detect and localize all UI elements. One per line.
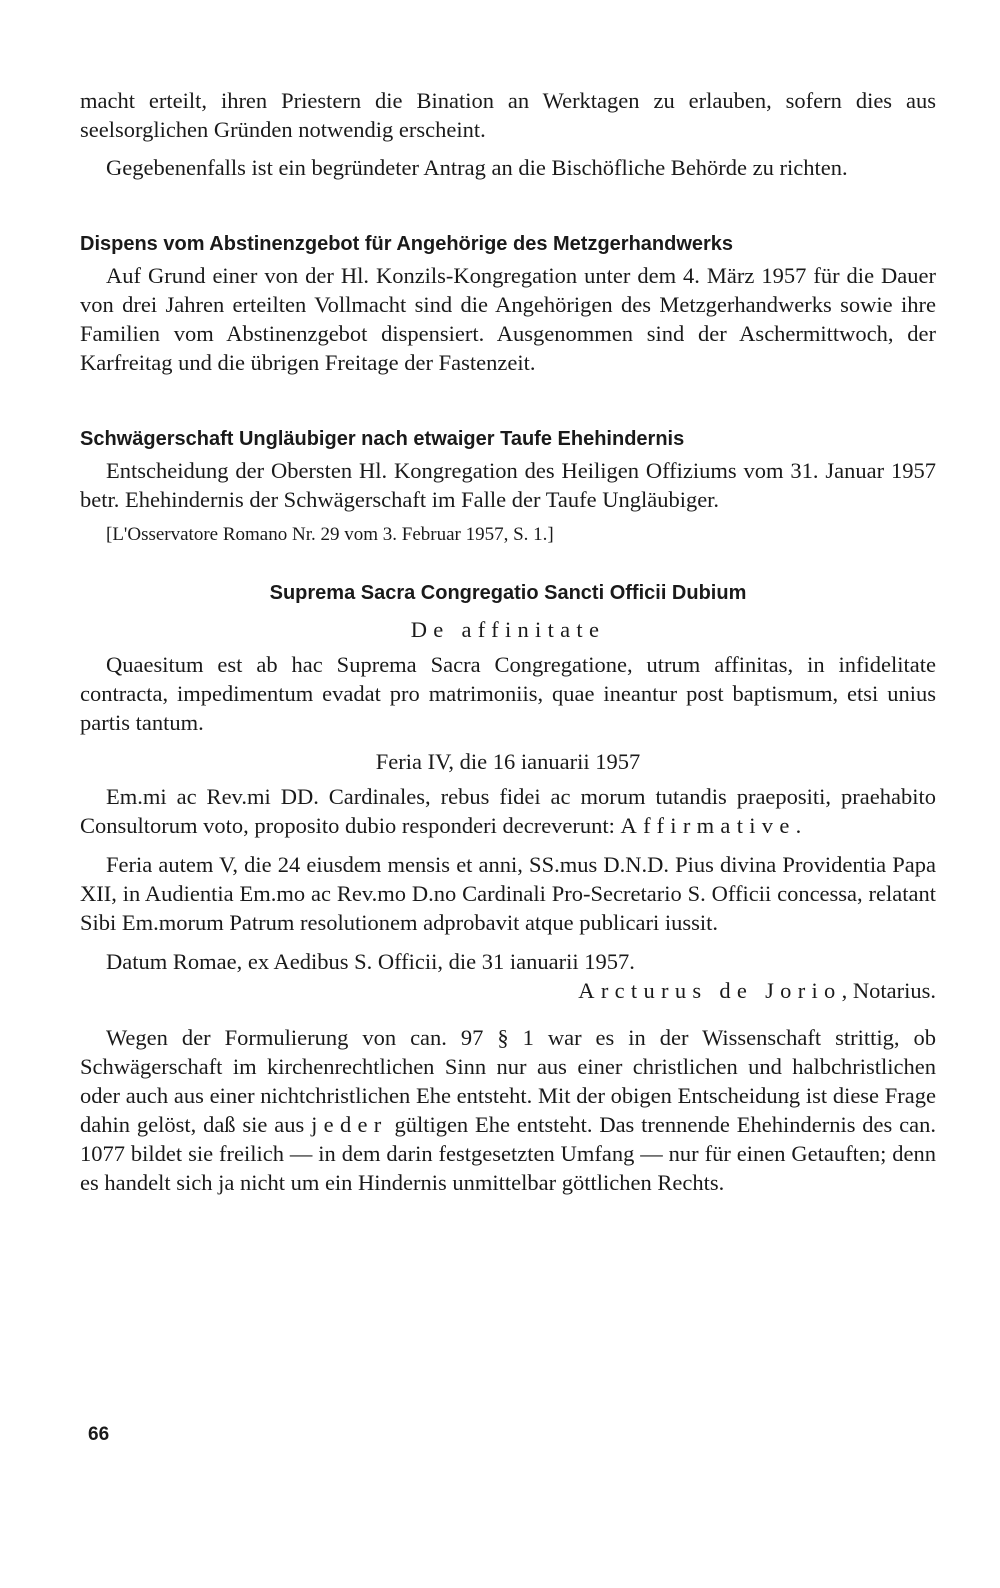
signer-name: Arcturus de Jorio [578, 978, 842, 1003]
commentary-text-2: gültigen Ehe entsteht. Das trennende Ehehindernis des can. 1077 bildet sie freilich — in dem darin festgesetzten Umfang — nur für einen Getauften; denn es handelt sich ja nicht um ein Hindernis unmittelbar göttlichen Rechts. [80, 1112, 936, 1195]
decree-answer-text: Em.mi ac Rev.mi DD. Cardinales, rebus fidei ac morum tutandis praepositi, praehabito Consultorum voto, proposito dubio responderi decreverunt: [80, 784, 936, 838]
decree-answer-word: Affirmative. [620, 813, 808, 838]
intro-paragraph-1: macht erteilt, ihren Priestern die Bination an Werktagen zu erlauben, sofern dies aus seelsorglichen Gründen notwendig erscheint. [80, 88, 936, 142]
source-citation: [L'Osservatore Romano Nr. 29 vom 3. Februar 1957, S. 1.] [106, 524, 554, 545]
section-heading-affinity: Schwägerschaft Ungläubiger nach etwaiger Taufe Ehehindernis [80, 428, 685, 450]
commentary-paragraph [80, 1023, 936, 1197]
commentary-text-1: Wegen der Formulierung von can. 97 § 1 war es in der Wissenschaft strittig, ob Schwägerschaft im kirchenrechtlichen Sinn nur aus einer christlichen und halbchristlichen oder auch aus einer nichtchristlichen Ehe entsteht. Mit der obigen Entscheidung ist diese Frage dahin gelöst, daß sie aus [80, 1025, 936, 1137]
page-number: 66 [88, 1424, 110, 1445]
decree-subheading: De affinitate [410, 617, 606, 642]
intro-paragraph-2: Gegebenenfalls ist ein begründeter Antrag an die Bischöfliche Behörde zu richten. [106, 155, 848, 180]
decree-question: Quaesitum est ab hac Suprema Sacra Congregatione, utrum affinitas, in infidelitate contracta, impedimentum evadat pro matrimoniis, quae ineantur post baptismum, etsi unius partis tantum. [80, 652, 936, 735]
signer-title: , Notarius. [841, 978, 936, 1003]
section-heading-abstinence: Dispens vom Abstinenzgebot für Angehörige des Metzgerhandwerks [80, 233, 734, 255]
decree-date: Feria IV, die 16 ianuarii 1957 [375, 749, 641, 774]
page-body [80, 0, 936, 1197]
decree-approval: Feria autem V, die 24 eiusdem mensis et anni, SS.mus D.N.D. Pius divina Providentia Papa XII, in Audientia Em.mo ac Rev.mo D.no Cardinali Pro-Secretario S. Officii concessa, relatant Sibi Em.morum Patrum resolutionem adprobavit atque publicari iussit. [80, 852, 936, 935]
decree-datum: Datum Romae, ex Aedibus S. Officii, die 31 ianuarii 1957. [106, 949, 635, 974]
section-body-abstinence: Auf Grund einer von der Hl. Konzils-Kongregation unter dem 4. März 1957 für die Dauer von drei Jahren erteilten Vollmacht sind die Angehörigen des Metzgerhandwerks sowie ihre Familien vom Abstinenzgebot dispensiert. Ausgenommen sind der Aschermittwoch, der Karfreitag und die übrigen Freitage der Fastenzeit. [80, 263, 936, 375]
section-body-affinity: Entscheidung der Obersten Hl. Kongregation des Heiligen Offiziums vom 31. Januar 1957 betr. Ehehindernis der Schwägerschaft im Falle der Taufe Ungläubiger. [80, 458, 936, 512]
commentary-emphasis: jeder [311, 1112, 388, 1137]
decree-heading: Suprema Sacra Congregatio Sancti Officii Dubium [269, 582, 747, 604]
decree-signature [80, 976, 936, 1005]
decree-answer [80, 782, 936, 840]
